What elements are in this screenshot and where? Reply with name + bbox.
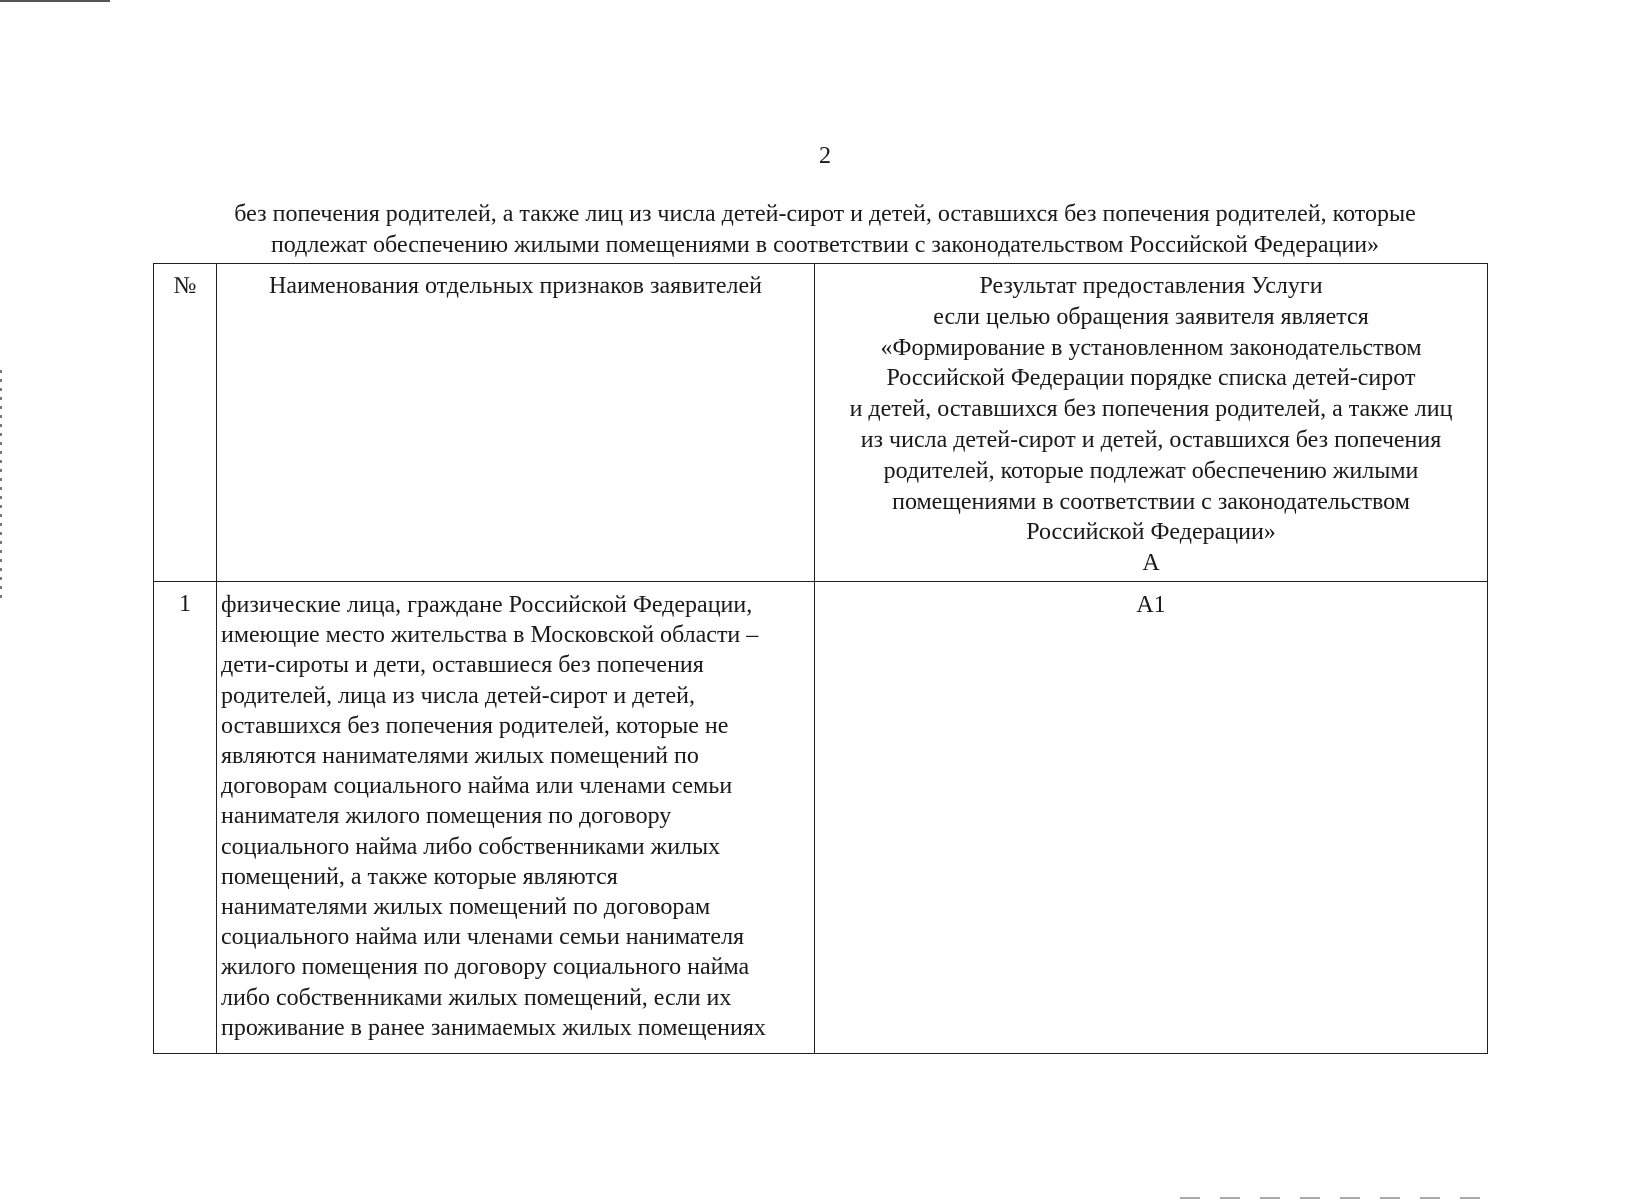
row-result-code: А1 [815, 582, 1488, 1054]
table-caption [150, 199, 1500, 261]
header-result-code: А [1142, 550, 1160, 577]
header-result-text: Результат предоставления Услуги если целью обращения заявителя является «Формирование в установленном законодательством Российской Федерации порядке списка детей-сирот и детей, оставшихся без попечения родителей, а также лиц из числа детей-сирот и детей, оставшихся без попечения родителей, которые подлежат обеспечению жилыми помещениями в соответствии с законодательством Российской Федерации» [849, 273, 1453, 546]
scan-edge-bottom [1180, 1197, 1480, 1199]
row-applicant-description: физические лица, граждане Российской Федерации, имеющие место жительства в Московской области – дети-сироты и дети, оставшиеся без попечения родителей, лица из числа детей-сирот и детей, оставшихся без попечения родителей, которые не являются нанимателями жилых помещений по договорам социального найма или членами семьи нанимателя жилого помещения по договору социального найма либо собственниками жилых помещений, а также которые являются нанимателями жилых помещений по договорам социального найма или членами семьи нанимателя жилого помещения по договору социального найма либо собственниками жилых помещений, если их проживание в ранее занимаемых жилых помещениях [217, 582, 815, 1054]
scan-edge-left [0, 370, 2, 600]
applicant-features-table [153, 263, 1488, 1054]
header-number: № [154, 264, 217, 582]
page-number: 2 [819, 143, 831, 169]
table-row [154, 582, 1488, 1054]
scan-edge-top [0, 0, 110, 2]
header-name: Наименования отдельных признаков заявителей [217, 264, 815, 582]
row-number: 1 [154, 582, 217, 1054]
table-header-row [154, 264, 1488, 582]
caption-line-2: подлежат обеспечению жилыми помещениями в соответствии с законодательством Российской Федерации» [270, 232, 1380, 258]
caption-line-1: без попечения родителей, а также лиц из числа детей-сирот и детей, оставшихся без попечения родителей, которые [234, 201, 1416, 227]
header-result [815, 264, 1488, 582]
